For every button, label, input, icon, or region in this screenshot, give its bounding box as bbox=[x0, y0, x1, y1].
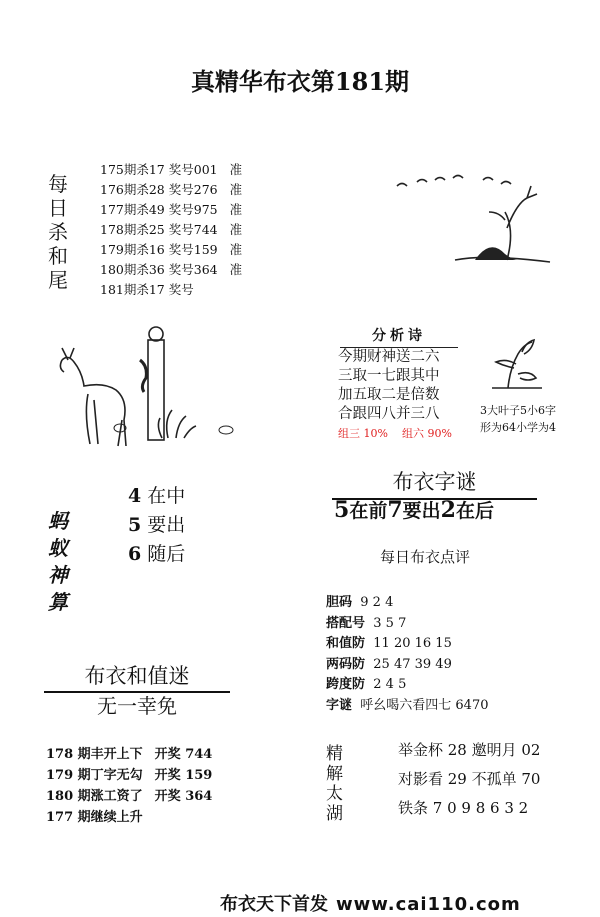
label-char: 日 bbox=[48, 196, 68, 220]
ant-list bbox=[128, 482, 185, 569]
footer-site-link[interactable]: www.cai110.com bbox=[336, 894, 521, 915]
footer-text: 布衣天下首发 bbox=[220, 894, 328, 915]
label-char: 算 bbox=[48, 590, 68, 614]
lake-row: 铁条 7 0 9 8 6 3 2 bbox=[398, 799, 529, 817]
sum-riddle-list bbox=[46, 744, 212, 828]
daily-kill-label bbox=[48, 172, 68, 292]
note bbox=[480, 402, 595, 436]
lake-row: 举金杯 28 邀明月 02 bbox=[398, 741, 541, 759]
note-line: 形为64小学为4 bbox=[480, 421, 556, 434]
ant-row: 5 要出 bbox=[128, 514, 186, 536]
kill-row: 179期杀16 奖号159 准 bbox=[100, 242, 243, 257]
sum-row: 179 期丁字无勾 开奖 159 bbox=[46, 768, 213, 783]
birds-tree-illustration bbox=[395, 168, 555, 273]
review-row: 跨度防 2 4 5 bbox=[326, 677, 407, 692]
label-char: 解 bbox=[326, 764, 343, 784]
sum-row: 180 期涨工资了 开奖 364 bbox=[46, 789, 213, 804]
lake-row: 对影看 29 不孤单 70 bbox=[398, 770, 541, 788]
review-row: 搭配号 3 5 7 bbox=[326, 615, 407, 631]
daily-kill-list bbox=[100, 160, 242, 300]
label-char: 蚁 bbox=[48, 536, 68, 560]
poem-red-line bbox=[338, 424, 466, 443]
sum-row: 178 期丰开上下 开奖 744 bbox=[46, 747, 213, 762]
label-char: 每 bbox=[48, 172, 68, 196]
kill-row: 180期杀36 奖号364 准 bbox=[100, 262, 243, 277]
label-char: 湖 bbox=[326, 804, 343, 824]
review-row: 字谜 呼幺喝六看四七 6470 bbox=[326, 697, 489, 713]
ant-row: 6 随后 bbox=[128, 543, 186, 565]
label-char: 尾 bbox=[48, 268, 68, 292]
kill-row: 181期杀17 奖号 bbox=[100, 282, 194, 297]
poem-body bbox=[338, 348, 466, 443]
riddle-body: 5在前7要出2在后 bbox=[334, 497, 494, 523]
review-row: 两码防 25 47 39 49 bbox=[326, 656, 452, 672]
ant-row: 4 在中 bbox=[128, 485, 186, 507]
poem-line: 合跟四八并三八 bbox=[338, 406, 440, 422]
footer bbox=[220, 890, 521, 916]
lake-list bbox=[398, 736, 540, 823]
sum-row: 177 期继续上升 bbox=[46, 810, 143, 825]
kill-row: 177期杀49 奖号975 准 bbox=[100, 202, 243, 217]
riddle-title: 布衣字谜 bbox=[332, 466, 537, 500]
review-row: 和值防 11 20 16 15 bbox=[326, 636, 452, 651]
kill-row: 176期杀28 奖号276 准 bbox=[100, 182, 243, 197]
label-char: 神 bbox=[48, 563, 68, 587]
note-line: 3大叶子5小6字 bbox=[480, 404, 556, 417]
label-char: 蚂 bbox=[48, 509, 68, 533]
group-three-label: 组三 10% bbox=[338, 427, 388, 440]
kill-row: 175期杀17 奖号001 准 bbox=[100, 162, 243, 177]
deer-illustration bbox=[48, 320, 238, 450]
lake-label bbox=[326, 744, 343, 824]
poem-line: 三取一七跟其中 bbox=[338, 368, 440, 384]
page-title: 真精华布衣第181期 bbox=[190, 67, 410, 96]
poem-line: 加五取二是倍数 bbox=[338, 387, 440, 403]
poem-title: 分析诗 bbox=[340, 325, 458, 348]
label-char: 太 bbox=[326, 784, 343, 804]
group-six-label: 组六 90% bbox=[401, 427, 452, 440]
daily-review-list bbox=[326, 593, 489, 716]
poem-line: 今期财神送二六 bbox=[338, 349, 440, 365]
sum-riddle-subtitle: 无一幸免 bbox=[97, 694, 177, 718]
label-char: 杀 bbox=[48, 220, 68, 244]
kill-row: 178期杀25 奖号744 准 bbox=[100, 222, 243, 237]
sum-riddle-title: 布衣和值迷 bbox=[44, 660, 230, 693]
label-char: 和 bbox=[48, 244, 68, 268]
review-row: 胆码 9 2 4 bbox=[326, 595, 394, 610]
ant-label bbox=[48, 508, 68, 616]
daily-review-title: 每日布衣点评 bbox=[380, 548, 471, 566]
plant-illustration bbox=[486, 330, 546, 392]
label-char: 精 bbox=[326, 744, 343, 764]
